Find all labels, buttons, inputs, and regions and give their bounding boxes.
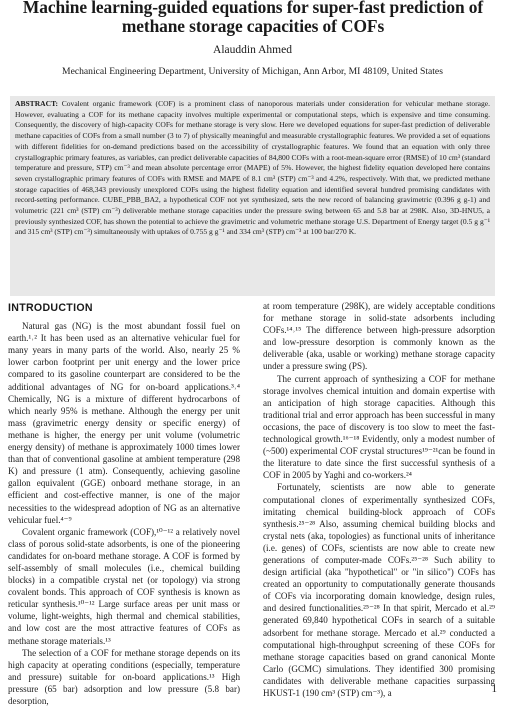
page-number: 1 bbox=[491, 683, 497, 695]
right-column bbox=[263, 300, 495, 699]
section-heading-introduction: INTRODUCTION bbox=[8, 302, 93, 314]
paragraph: Covalent organic framework (COF),¹⁰⁻¹² a relatively novel class of porous solid-state adsorbents, is one of the pioneering candidates for on-board methane storage. A COF is formed by self-assembly of small molecules (i.e., chemical building blocks) in a compatible crystal net (or topology) via strong covalent bonds. This approach of COF synthesis is known as reticular synthesis.¹⁰⁻¹² Large surface areas per unit mass or volume, light-weights, high thermal and chemical stabilities, and low cost are the most attractive features of COFs as methane storage materials.¹³ bbox=[8, 526, 240, 646]
paragraph: Fortunately, scientists are now able to generate computational clones of experimentally synthesized COFs, imitating chemical building-block approach of COFs synthesis.²⁵⁻²⁸ Also, assuming chemical building blocks and crystal nets (aka, topologies) as functional units of inheritance (i.e. genes) of COFs, scientists are now able to create new generations of computer-made COFs.²⁵⁻²⁸ Such ability to design artificial (aka "hypothetical" or "in silico") COFs has created an opportunity to computationally generate thousands of COFs via incorporating domain knowledge, design rules, and desired functionalities.²⁵⁻²⁸ In that spirit, Mercado et al.²⁹ generated 69,840 hypothetical COFs in search of a suitable adsorbent for methane storage. Mercado et al.²⁹ conducted a computational high-throughput screening of these COFs for methane storage capacities based on grand canonical Monte Carlo (GCMC) simulations. They identified 300 promising candidates with deliverable methane capacities surpassing HKUST-1 (190 cm³ (STP) cm⁻³), a bbox=[263, 482, 495, 698]
author-name: Alauddin Ahmed bbox=[213, 44, 292, 56]
abstract-label: ABSTRACT: bbox=[15, 99, 59, 108]
left-column bbox=[8, 302, 240, 707]
paper-title: Machine learning-guided equations for super-fast prediction of methane storage capacities of COFs bbox=[22, 0, 484, 36]
paragraph: at room temperature (298K), are widely acceptable conditions for methane storage in solid-state adsorbents including COFs.¹⁴˒¹⁵ The difference between high-pressure adsorption and low-pressure desorption is commonly known as the deliverable (aka, usable or working) methane storage capacity under a pressure swing (PS). bbox=[263, 301, 495, 372]
abstract-box bbox=[10, 96, 495, 296]
abstract-text: Covalent organic framework (COF) is a prominent class of nanoporous materials under consideration for vehicular methane storage. However, evaluating a COF for its methane capacity involves multiple experimental or computational steps, which is expensive and time consuming. Consequently, the discovery of high-capacity COFs for methane storage is very slow. Here we developed equations for super-fast prediction of deliverable methane capacities of COFs from a small number (3 to 7) of physically meaningful and measurable crystallographic features. We provided a set of equations with different fidelities for on-demand predictions based on the accessibility of crystallographic features. We found that an equation with only three crystallographic primary features, as variables, can predict deliverable capacities of 84,800 COFs with a root-mean-square error (RMSE) of 10 cm³ (standard temperature and pressure, STP) cm⁻³ and mean absolute percentage error (MAPE) of 5%. However, the highest fidelity equation developed here contains seven crystallographic primary features of COFs with RMSE and MAPE of 8.1 cm³ (STP) cm⁻³ and 4.2%, respectively. With that, we predicted methane storage capacities of 468,343 previously unexplored COFs using the highest fidelity equation and identified several hundred promising candidates with record-setting performance. CUBE_PBB_BA2, a hypothetical COF not yet synthesized, sets the new record of balancing gravimetric (0.396 g g-1) and volumetric (221 cm³ (STP) cm⁻³) deliverable methane storage capacities under the pressure swing between 65 and 5.8 bar at 298K. Also, 3D-HNU5, a previously synthesized COF, has shown the potential to achieve the gravimetric and volumetric methane storage U.S. Department of Energy target (0.5 g g⁻¹ and 315 cm³ (STP) cm⁻³) simultaneously with uptakes of 0.755 g g⁻¹ and 334 cm³ (STP) cm⁻³ at 100 bar/270 K. bbox=[15, 99, 491, 237]
paragraph: The current approach of synthesizing a COF for methane storage involves chemical intuition and domain expertise with an anticipation of high storage capacities. Although this traditional trial and error approach has been successful in many occasions, the pace of discovery is too slow to meet the fast-technological growth.¹⁶⁻¹⁸ Evidently, only a modest number of (~500) experimental COF crystal structures¹⁹⁻²¹can be found in the literature to date since the first successful synthesis of a COF in 2005 by Yaghi and co-workers.²⁴ bbox=[263, 373, 495, 481]
paragraph: The selection of a COF for methane storage depends on its high capacity at operating conditions (especially, temperature and pressure) suitable for on-board applications.¹³ High pressure (65 bar) adsorption and low pressure (5.8 bar) desorption, bbox=[8, 647, 240, 706]
affiliation: Mechanical Engineering Department, University of Michigan, Ann Arbor, MI 48109, United States bbox=[62, 66, 443, 77]
paragraph: Natural gas (NG) is the most abundant fossil fuel on earth.¹˒² It has been used as an alternative vehicular fuel for many years in many parts of the world. Also, nearly 25 % lower carbon footprint per unit energy and the lower price compared to its gasoline counterpart are considered to be the additional advantages of NG for on-board applications.³˒⁴ Chemically, NG is a mixture of different hydrocarbons of which nearly 95% is methane. Although the energy per unit mass (gravimetric energy density or specific energy) of methane is higher, the energy per unit volume (volumetric energy density) of methane is approximately 1000 times lower than that of conventional gasoline at ambient temperature (298 K) and pressure (1 atm). Consequently, achieving gasoline gallon equivalent (GGE) onboard methane storage, in an efficient and cost-effective manner, is one of the major necessities to the widespread adoption of NG as an alternative vehicular fuel.⁴⁻⁹ bbox=[8, 321, 240, 525]
